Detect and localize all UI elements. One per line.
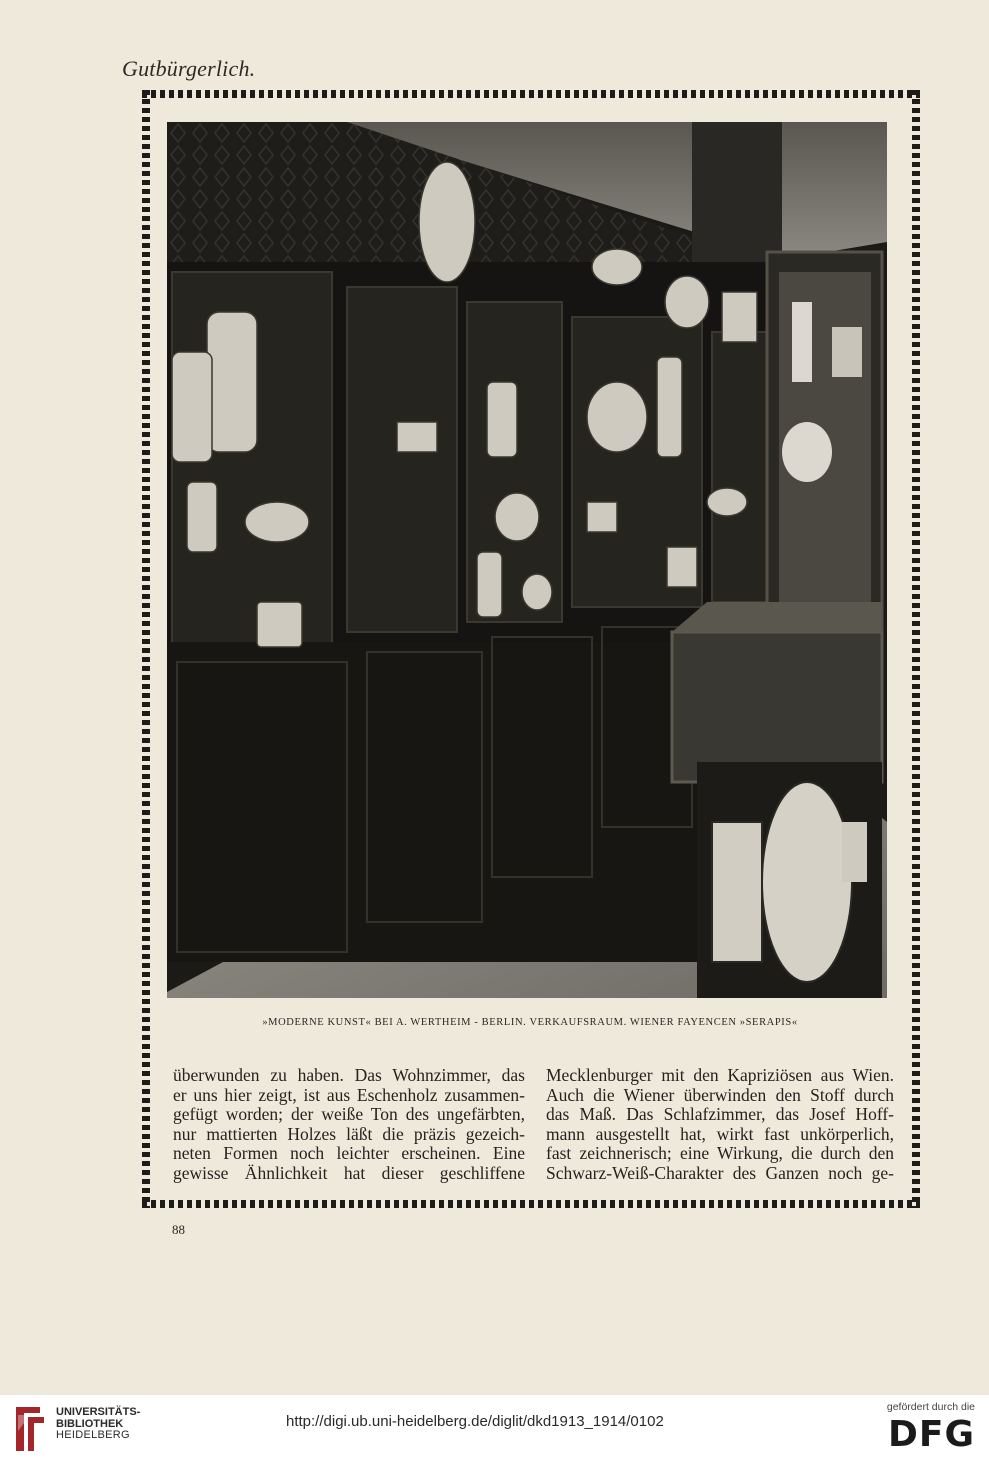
text-line: er uns hier zeigt, ist aus Eschenholz zusammen-	[173, 1084, 525, 1105]
institution-name	[56, 1407, 140, 1442]
text-column-left	[173, 1066, 525, 1183]
photo-illustration	[167, 122, 887, 998]
border-top	[142, 90, 920, 98]
text-column-right	[546, 1066, 894, 1183]
photo-caption: »MODERNE KUNST« BEI A. WERTHEIM - BERLIN. VERKAUFSRAUM. WIENER FAYENCEN »SERAPIS«	[262, 1017, 798, 1028]
running-head: Gutbürgerlich.	[122, 56, 256, 81]
showroom-photograph	[167, 122, 887, 998]
text-line: fast zeichnerisch; eine Wirkung, die durch den	[546, 1143, 894, 1163]
institution-line: UNIVERSITÄTS-	[56, 1406, 141, 1418]
text-line: nur mattierten Holzes läßt die präzis gezeich-	[173, 1123, 525, 1144]
institution-line: BIBLIOTHEK	[56, 1417, 124, 1430]
source-url-link[interactable]: http://digi.ub.uni-heidelberg.de/diglit/dkd1913_1914/0102	[286, 1413, 664, 1430]
text-line: gefügt worden; der weiße Ton des ungefärbten,	[173, 1104, 525, 1124]
dfg-logo: DFG	[887, 1414, 975, 1455]
text-line: Auch die Wiener überwinden den Stoff durch	[546, 1084, 894, 1105]
text-line: überwunden zu haben. Das Wohnzimmer, das	[173, 1065, 525, 1085]
funded-by-label: gefördert durch die	[886, 1401, 975, 1413]
text-line: gewisse Ähnlichkeit hat dieser geschliffene	[173, 1162, 525, 1183]
text-line: mann ausgestellt hat, wirkt fast unkörperlich,	[546, 1123, 894, 1144]
university-logo-icon	[10, 1403, 50, 1455]
page-number: 88	[172, 1222, 185, 1237]
border-left	[142, 90, 150, 1208]
text-line: das Maß. Das Schlafzimmer, das Josef Hoff-	[546, 1104, 894, 1124]
text-line: Mecklenburger mit den Kapriziösen aus Wien.	[546, 1065, 894, 1085]
institution-line: HEIDELBERG	[56, 1429, 130, 1441]
border-right	[912, 90, 920, 1208]
text-line: neten Formen noch leichter erscheinen. Eine	[173, 1143, 525, 1163]
border-bottom	[142, 1200, 920, 1208]
digitization-footer	[0, 1395, 989, 1463]
text-line: Schwarz-Weiß-Charakter des Ganzen noch ge-	[546, 1162, 894, 1183]
